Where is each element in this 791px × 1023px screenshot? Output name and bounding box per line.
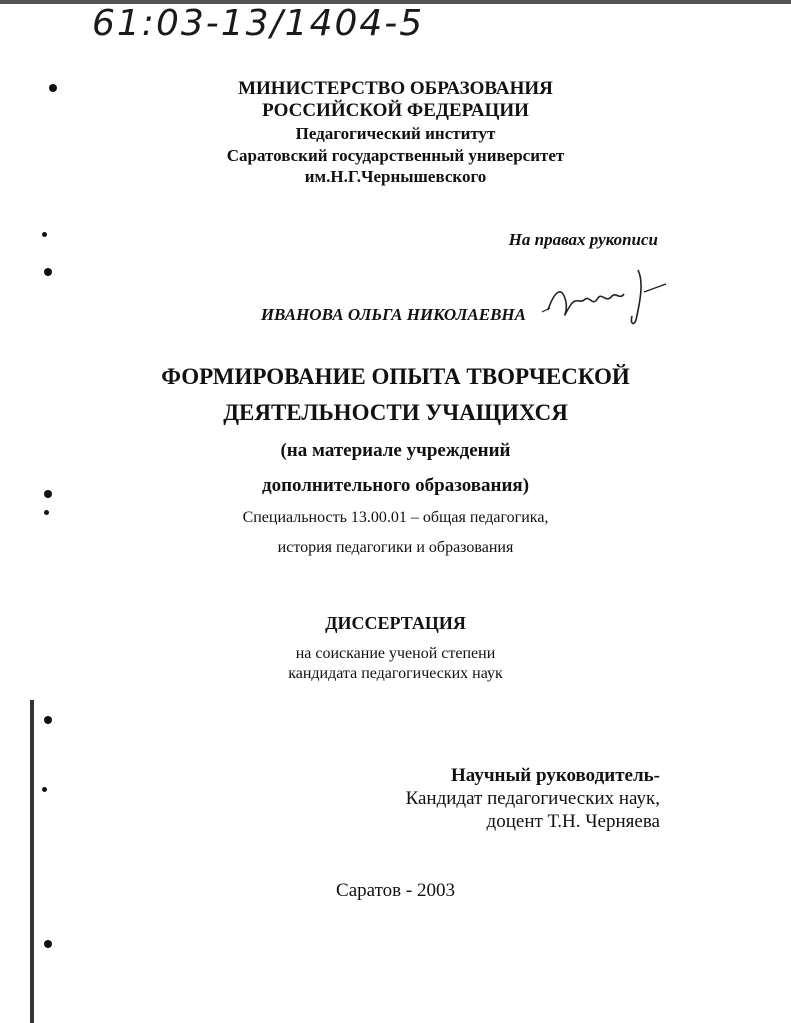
punch-hole-mark (42, 787, 47, 792)
scan-left-edge (30, 700, 34, 1023)
punch-hole-mark (44, 940, 52, 948)
punch-hole-mark (44, 268, 52, 276)
university-named-after: им.Н.Г.Чернышевского (304, 167, 487, 186)
dissertation-subtitle-line-2: дополнительного образования) (261, 475, 530, 496)
ministry-line-2: РОССИЙСКОЙ ФЕДЕРАЦИИ (262, 100, 529, 121)
degree-line-1: на соискание ученой степени (295, 645, 496, 662)
punch-hole-mark (42, 232, 47, 237)
advisor-degree: Кандидат педагогических наук, (405, 788, 660, 809)
dissertation-subtitle-line-1: (на материале учреждений (280, 440, 511, 461)
author-signature (540, 262, 670, 332)
advisor-name: доцент Т.Н. Черняева (486, 811, 660, 832)
ministry-line-1: МИНИСТЕРСТВО ОБРАЗОВАНИЯ (238, 78, 553, 99)
university-name: Саратовский государственный университет (226, 146, 565, 165)
dissertation-title-line-1: ФОРМИРОВАНИЕ ОПЫТА ТВОРЧЕСКОЙ (161, 364, 630, 389)
city-and-year: Саратов - 2003 (336, 880, 455, 901)
degree-line-2: кандидата педагогических наук (288, 665, 503, 682)
document-type: ДИССЕРТАЦИЯ (325, 613, 466, 633)
punch-hole-mark (44, 716, 52, 724)
author-name: ИВАНОВА ОЛЬГА НИКОЛАЕВНА (260, 305, 526, 324)
advisor-label: Научный руководитель- (451, 765, 660, 786)
institute-name: Педагогический институт (295, 124, 496, 143)
dissertation-title-line-2: ДЕЯТЕЛЬНОСТИ УЧАЩИХСЯ (223, 400, 568, 425)
handwritten-archive-code: 61:03-13/1404-5 (92, 3, 425, 44)
manuscript-note: На правах рукописи (508, 230, 658, 249)
specialty-line-2: история педагогики и образования (277, 539, 514, 556)
specialty-line-1: Специальность 13.00.01 – общая педагогика, (242, 509, 549, 526)
